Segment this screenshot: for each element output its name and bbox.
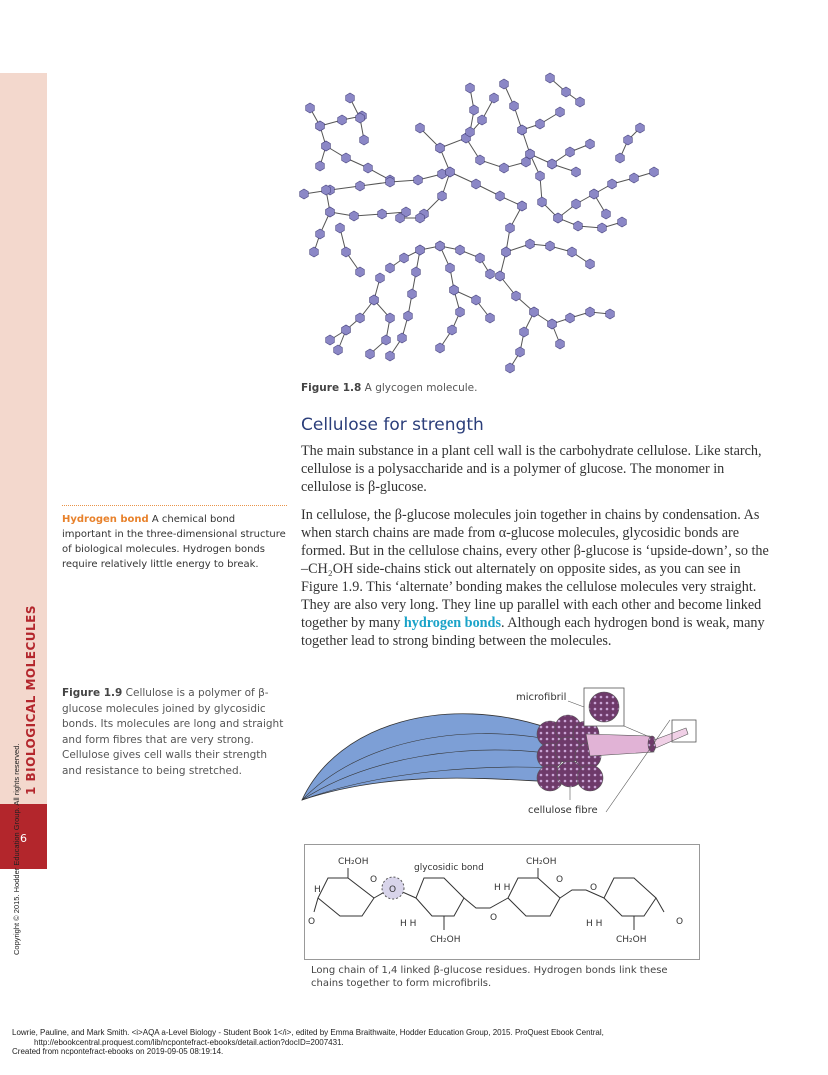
glucose-unit — [356, 113, 365, 123]
glucose-unit — [500, 79, 509, 89]
glucose-unit — [326, 207, 335, 217]
glucose-unit — [530, 307, 539, 317]
glucose-unit — [572, 167, 581, 177]
glucose-unit — [548, 159, 557, 169]
cellulose-fibre-diagram — [298, 682, 708, 822]
glucose-unit — [566, 147, 575, 157]
glucose-unit — [412, 267, 421, 277]
glucose-unit — [586, 307, 595, 317]
beta-glucose-chain-diagram — [304, 844, 700, 960]
glucose-unit — [510, 101, 519, 111]
glucose-unit — [436, 241, 445, 251]
glucose-unit — [334, 345, 343, 355]
figure-1-8-label: Figure 1.8 — [301, 382, 362, 394]
glucose-unit — [636, 123, 645, 133]
glucose-unit — [526, 149, 535, 159]
glucose-unit — [506, 223, 515, 233]
glucose-unit — [562, 87, 571, 97]
glucose-unit — [450, 285, 459, 295]
glucose-unit — [416, 245, 425, 255]
figure-1-9-text: Cellulose is a polymer of β-glucose molecules joined by glycosidic bonds. Its molecules are long and straight and form fibres that are very strong. Cellulose gives cell walls their strength and resistance to being stretched. — [62, 687, 284, 777]
citation-url[interactable]: http://ebookcentral.proquest.com/lib/ncpontefract-ebooks/detail.action?docID=2007431. — [34, 1037, 344, 1047]
glucose-unit — [360, 135, 369, 145]
glucose-unit — [386, 177, 395, 187]
paragraph-2-text-b: . Although each hydrogen bond is weak, many together lead to strong binding between the molecules. — [301, 615, 765, 649]
glucose-unit — [518, 125, 527, 135]
chain-ch2oh-3: CH₂OH — [430, 935, 461, 945]
figure-1-9-caption — [62, 686, 287, 779]
glucose-unit — [574, 221, 583, 231]
cellulose-fibre-label: cellulose fibre — [528, 805, 598, 816]
figure-1-9-label: Figure 1.9 — [62, 687, 123, 699]
glucose-unit — [386, 313, 395, 323]
glucose-unit — [624, 135, 633, 145]
glucose-unit — [346, 93, 355, 103]
paragraph-2-text-a: In cellulose, the β-glucose molecules join together in chains by condensation. As when starch chains are made from α-glucose molecules, glycosidic bonds are formed. But in the cellulose chains, every other β-glucose is ‘upside-down’, so the –CH₂OH side-chains stick out alternately on opposite sides, as you can see in Figure 1.9. This ‘alternate’ bonding makes the cellulose molecules very straight. They are also very long. They line up parallel with each other and become linked together by many — [301, 507, 769, 631]
glucose-unit — [366, 349, 375, 359]
glucose-unit — [342, 153, 351, 163]
glucose-unit — [438, 191, 447, 201]
page-number: 6 — [20, 832, 27, 845]
glucose-unit — [322, 185, 331, 195]
chain-caption: Long chain of 1,4 linked β-glucose residues. Hydrogen bonds link these chains together to form microfibrils. — [311, 965, 668, 989]
citation-line-3: Created from ncpontefract-ebooks on 2019-09-05 08:19:14. — [12, 1047, 224, 1056]
glucose-unit — [416, 213, 425, 223]
glucose-unit — [476, 253, 485, 263]
microfibril-label: microfibril — [516, 692, 567, 703]
glucose-unit — [496, 191, 505, 201]
glucose-unit — [556, 107, 565, 117]
glucose-unit — [518, 201, 527, 211]
glucose-unit — [378, 209, 387, 219]
glucose-unit — [326, 335, 335, 345]
glucose-unit — [438, 169, 447, 179]
glucose-unit — [408, 289, 417, 299]
glucose-unit — [316, 161, 325, 171]
glucose-unit — [316, 121, 325, 131]
chain-ch2oh-1: CH₂OH — [338, 857, 369, 867]
glucose-unit — [398, 333, 407, 343]
glucose-unit — [496, 271, 505, 281]
glucose-unit — [598, 223, 607, 233]
glucose-unit — [526, 239, 535, 249]
glucose-unit — [568, 247, 577, 257]
glossary-term: Hydrogen bond — [62, 514, 149, 525]
glycosidic-o-label: O — [389, 885, 397, 895]
glucose-unit — [586, 139, 595, 149]
glucose-unit — [466, 127, 475, 137]
glossary-box — [62, 505, 287, 572]
ring2-hh-label: H H — [400, 919, 417, 929]
link2-o-label: O — [490, 913, 498, 923]
glucose-unit — [476, 155, 485, 165]
glucose-unit — [546, 241, 555, 251]
ring3-hh-label: H H — [494, 883, 511, 893]
glucose-unit — [606, 309, 615, 319]
glucose-unit — [322, 141, 331, 151]
glucose-unit — [618, 217, 627, 227]
glucose-unit — [556, 339, 565, 349]
glucose-unit — [554, 213, 563, 223]
glucose-unit — [396, 213, 405, 223]
ring1-o-label: O — [370, 875, 378, 885]
glucose-unit — [306, 103, 315, 113]
glucose-unit — [310, 247, 319, 257]
glucose-unit — [616, 153, 625, 163]
glucose-unit — [456, 307, 465, 317]
glucose-unit — [436, 343, 445, 353]
glucose-unit — [478, 115, 487, 125]
glucose-unit — [536, 119, 545, 129]
glucose-unit — [576, 97, 585, 107]
glucose-unit — [456, 245, 465, 255]
glucose-unit — [506, 363, 515, 373]
glycosidic-bond-label: glycosidic bond — [414, 863, 484, 873]
glucose-unit — [472, 179, 481, 189]
ring4-oh-label: O — [676, 917, 684, 927]
glucose-unit — [516, 347, 525, 357]
citation-line-1: Lowrie, Pauline, and Mark Smith. <i>AQA a-Level Biology - Student Book 1</i>, edited by Emma Braithwaite, Hodder Education Group, 2015. ProQuest Ebook Central, — [12, 1028, 604, 1037]
glucose-unit — [436, 143, 445, 153]
glucose-unit — [630, 173, 639, 183]
glucose-unit — [548, 319, 557, 329]
glucose-unit — [376, 273, 385, 283]
glucose-unit — [536, 171, 545, 181]
ring4-hh-label: H H — [586, 919, 603, 929]
glucose-unit — [572, 199, 581, 209]
chain-ch2oh-2: CH₂OH — [526, 857, 557, 867]
paragraph-1: The main substance in a plant cell wall is the carbohydrate cellulose. Like starch, cellulose is a polysaccharide and is a polymer of glucose. The monomer in cellulose is β-glucose. — [301, 443, 762, 495]
glucose-unit — [466, 83, 475, 93]
ring1-h-label: H — [314, 885, 321, 895]
glucose-unit — [386, 351, 395, 361]
glucose-unit — [500, 163, 509, 173]
glucose-unit — [650, 167, 659, 177]
glucose-unit — [602, 209, 611, 219]
glucose-unit — [356, 313, 365, 323]
link3-o-label: O — [590, 883, 598, 893]
figure-1-8-text: A glycogen molecule. — [364, 382, 478, 394]
glucose-unit — [342, 247, 351, 257]
glucose-unit — [512, 291, 521, 301]
citation-footer — [12, 1028, 812, 1057]
hydrogen-bonds-keyword[interactable]: hydrogen bonds — [403, 615, 501, 631]
glucose-unit — [316, 229, 325, 239]
figure-1-8-caption — [301, 382, 477, 394]
glucose-unit — [486, 313, 495, 323]
glucose-unit — [386, 263, 395, 273]
chapter-label: 1 BIOLOGICAL MOLECULES — [24, 604, 38, 795]
glucose-unit — [546, 73, 555, 83]
glucose-unit — [446, 167, 455, 177]
glucose-unit — [486, 269, 495, 279]
glossary-definition: A chemical bond important in the three-dimensional structure of biological molecules. Hydrogen bonds require relatively little energy to break. — [62, 514, 286, 570]
glucose-unit — [416, 123, 425, 133]
glucose-unit — [502, 247, 511, 257]
glucose-unit — [382, 335, 391, 345]
glucose-unit — [414, 175, 423, 185]
glucose-unit — [336, 223, 345, 233]
glucose-unit — [446, 263, 455, 273]
glucose-unit — [520, 327, 529, 337]
chain-ch2oh-4: CH₂OH — [616, 935, 647, 945]
glucose-unit — [608, 179, 617, 189]
ring1-oh-label: O — [308, 917, 316, 927]
glucose-unit — [448, 325, 457, 335]
glucose-unit — [364, 163, 373, 173]
paragraph-2 — [301, 506, 771, 650]
glycogen-molecule-diagram — [290, 68, 670, 378]
glucose-unit — [356, 267, 365, 277]
glucose-unit — [404, 311, 413, 321]
glucose-unit — [472, 295, 481, 305]
glucose-unit — [590, 189, 599, 199]
glucose-unit — [350, 211, 359, 221]
glucose-unit — [538, 197, 547, 207]
glucose-unit — [356, 181, 365, 191]
glucose-unit — [470, 105, 479, 115]
glucose-unit — [342, 325, 351, 335]
glucose-unit — [338, 115, 347, 125]
glucose-unit — [490, 93, 499, 103]
ring3-o-label: O — [556, 875, 564, 885]
section-heading: Cellulose for strength — [301, 415, 484, 435]
glucose-unit — [586, 259, 595, 269]
glucose-unit — [566, 313, 575, 323]
copyright-notice: Copyright © 2015. Hodder Education Group. All rights reserved. — [12, 743, 21, 955]
glucose-unit — [400, 253, 409, 263]
glucose-unit — [370, 295, 379, 305]
glucose-unit — [300, 189, 309, 199]
